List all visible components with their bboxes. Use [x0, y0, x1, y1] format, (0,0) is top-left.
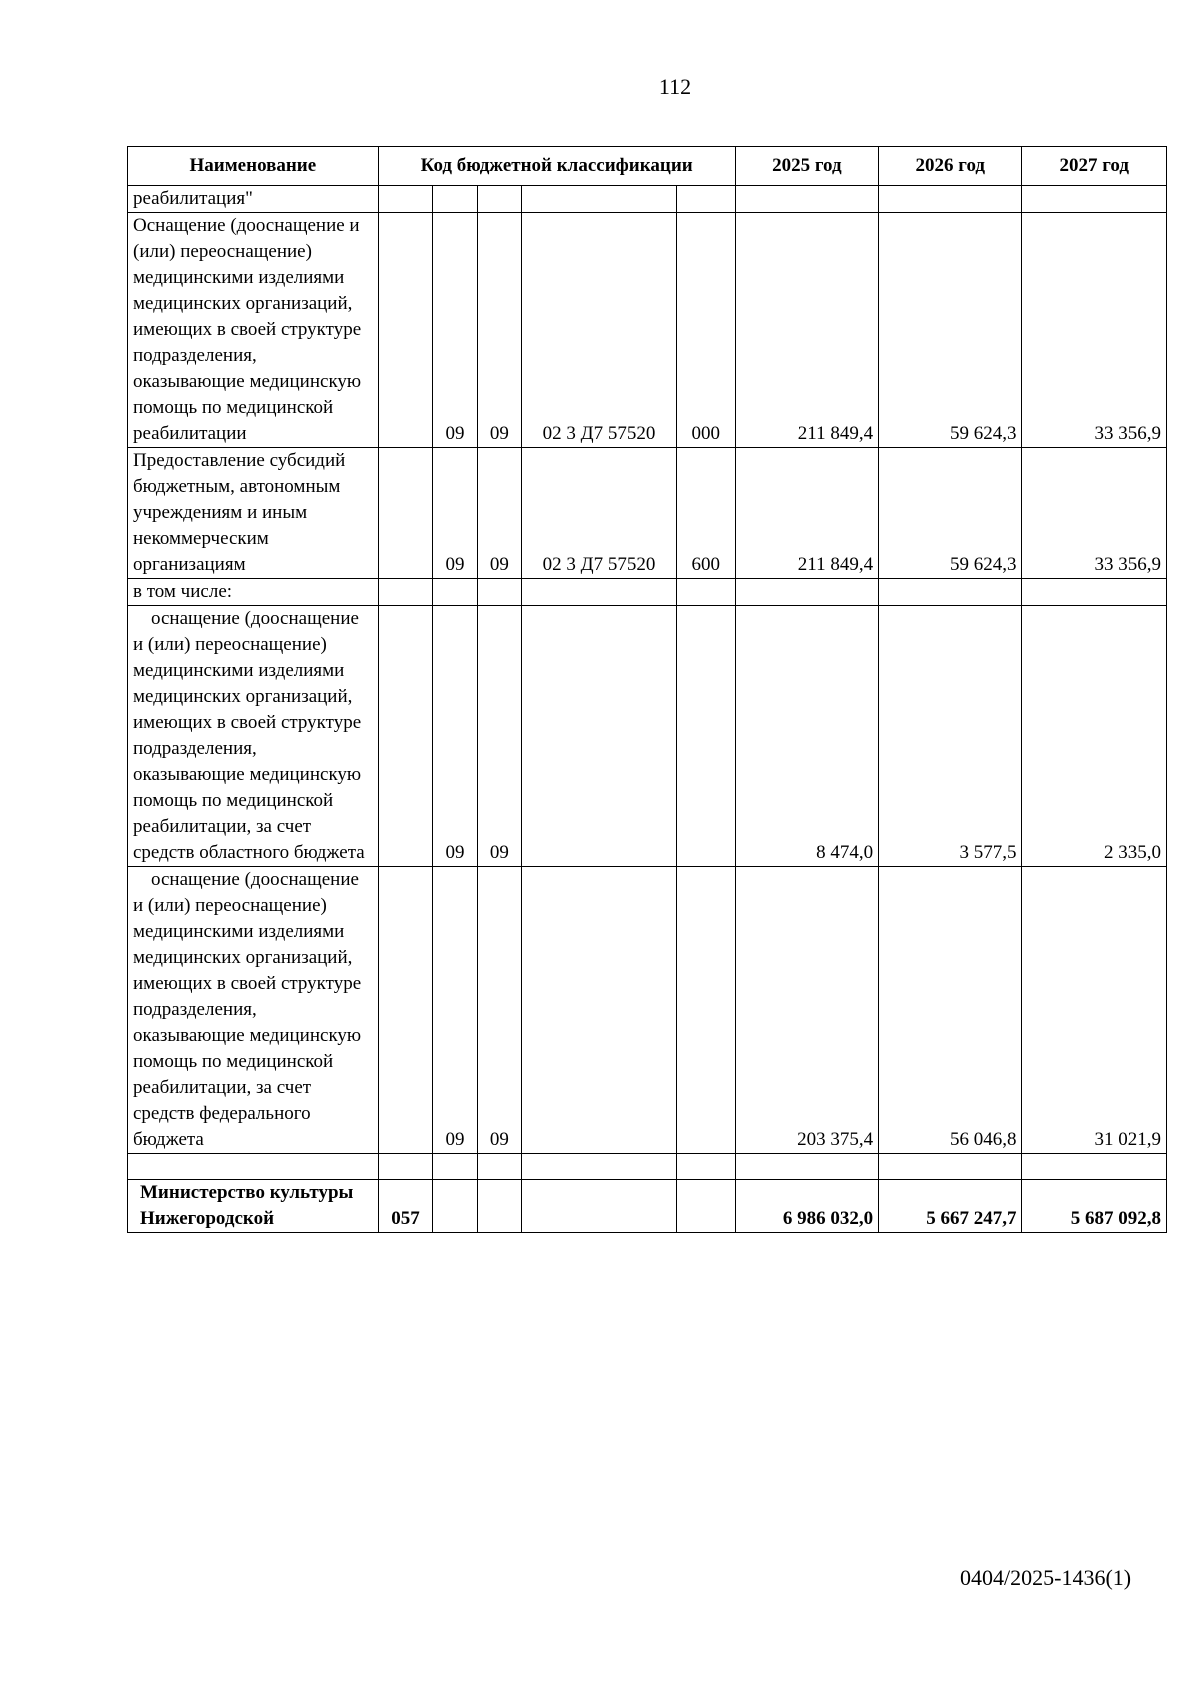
- table-row: [128, 448, 1167, 579]
- document-reference: 0404/2025-1436(1): [960, 1565, 1132, 1590]
- col-code-header: Код бюджетной классификации: [378, 147, 735, 186]
- value-2025: [735, 186, 878, 213]
- table-row: [128, 579, 1167, 606]
- table-row: [128, 1154, 1167, 1180]
- code-subsection: 09: [477, 448, 521, 579]
- code-ministry: [378, 606, 433, 867]
- value-2025: [735, 1154, 878, 1180]
- code-expense-type: [676, 1180, 735, 1233]
- code-section: 09: [433, 213, 477, 448]
- table-header: [128, 147, 1167, 186]
- row-name: [128, 606, 379, 867]
- value-2027: 2 335,0: [1022, 606, 1167, 867]
- code-section: 09: [433, 448, 477, 579]
- value-2025: 6 986 032,0: [735, 1180, 878, 1233]
- code-section: [433, 1154, 477, 1180]
- row-name: Предоставление субсидий бюджетным, автономным учреждениям и иным некоммерческим организациям: [128, 448, 379, 579]
- code-subsection: [477, 186, 521, 213]
- value-2025: 203 375,4: [735, 867, 878, 1154]
- value-2025: [735, 579, 878, 606]
- code-ministry: [378, 579, 433, 606]
- value-2027: [1022, 186, 1167, 213]
- value-2027: [1022, 579, 1167, 606]
- value-2027: 31 021,9: [1022, 867, 1167, 1154]
- value-2026: 59 624,3: [879, 213, 1022, 448]
- code-subsection: [477, 579, 521, 606]
- row-name: в том числе:: [128, 579, 379, 606]
- col-2027-header: 2027 год: [1022, 147, 1167, 186]
- code-section: [433, 579, 477, 606]
- value-2026: [879, 579, 1022, 606]
- value-2026: 59 624,3: [879, 448, 1022, 579]
- budget-table: [127, 146, 1167, 1233]
- code-expense-type: [676, 1154, 735, 1180]
- row-name-text: оснащение (дооснащение и (или) переоснащение) медицинскими изделиями медицинских организаций, имеющих в своей структуре подразделения, оказывающие медицинскую помощь по медицинской реабилитации, за счет средств федерального бюджета: [133, 869, 362, 1150]
- code-expense-type: [676, 867, 735, 1154]
- code-ministry: [378, 1154, 433, 1180]
- code-expense-type: [676, 186, 735, 213]
- row-name-text: оснащение (дооснащение и (или) переоснащение) медицинскими изделиями медицинских организаций, имеющих в своей структуре подразделения, оказывающие медицинскую помощь по медицинской реабилитации, за счет средств областного бюджета: [133, 608, 365, 863]
- code-expense-type: 000: [676, 213, 735, 448]
- code-ministry: [378, 448, 433, 579]
- code-expense-type: [676, 579, 735, 606]
- code-target: [522, 186, 677, 213]
- code-section: [433, 186, 477, 213]
- value-2026: [879, 186, 1022, 213]
- code-target: [522, 867, 677, 1154]
- value-2025: 211 849,4: [735, 213, 878, 448]
- value-2026: 5 667 247,7: [879, 1180, 1022, 1233]
- code-target: [522, 606, 677, 867]
- value-2027: 33 356,9: [1022, 213, 1167, 448]
- code-ministry: [378, 213, 433, 448]
- code-subsection: [477, 1180, 521, 1233]
- value-2027: 5 687 092,8: [1022, 1180, 1167, 1233]
- value-2026: [879, 1154, 1022, 1180]
- value-2027: [1022, 1154, 1167, 1180]
- row-name: Министерство культуры Нижегородской: [128, 1180, 379, 1233]
- col-2025-header: 2025 год: [735, 147, 878, 186]
- code-subsection: [477, 1154, 521, 1180]
- code-subsection: 09: [477, 606, 521, 867]
- row-name: реабилитация": [128, 186, 379, 213]
- code-section: 09: [433, 867, 477, 1154]
- code-expense-type: [676, 606, 735, 867]
- code-section: [433, 1180, 477, 1233]
- code-ministry: [378, 186, 433, 213]
- code-ministry: [378, 867, 433, 1154]
- code-target: 02 3 Д7 57520: [522, 213, 677, 448]
- code-target: 02 3 Д7 57520: [522, 448, 677, 579]
- row-name: Оснащение (дооснащение и (или) переоснащение) медицинскими изделиями медицинских организаций, имеющих в своей структуре подразделения, оказывающие медицинскую помощь по медицинской реабилитации: [128, 213, 379, 448]
- table-row: [128, 213, 1167, 448]
- value-2025: 8 474,0: [735, 606, 878, 867]
- row-name: [128, 1154, 379, 1180]
- code-subsection: 09: [477, 867, 521, 1154]
- code-target: [522, 1154, 677, 1180]
- code-target: [522, 1180, 677, 1233]
- table-row: [128, 606, 1167, 867]
- value-2025: 211 849,4: [735, 448, 878, 579]
- table-row: [128, 1180, 1167, 1233]
- value-2026: 3 577,5: [879, 606, 1022, 867]
- table-row: [128, 186, 1167, 213]
- row-name: [128, 867, 379, 1154]
- page-number: 112: [658, 74, 692, 99]
- value-2026: 56 046,8: [879, 867, 1022, 1154]
- code-ministry: 057: [378, 1180, 433, 1233]
- code-section: 09: [433, 606, 477, 867]
- code-subsection: 09: [477, 213, 521, 448]
- table-row: [128, 867, 1167, 1154]
- col-name-header: Наименование: [128, 147, 379, 186]
- code-target: [522, 579, 677, 606]
- value-2027: 33 356,9: [1022, 448, 1167, 579]
- col-2026-header: 2026 год: [879, 147, 1022, 186]
- code-expense-type: 600: [676, 448, 735, 579]
